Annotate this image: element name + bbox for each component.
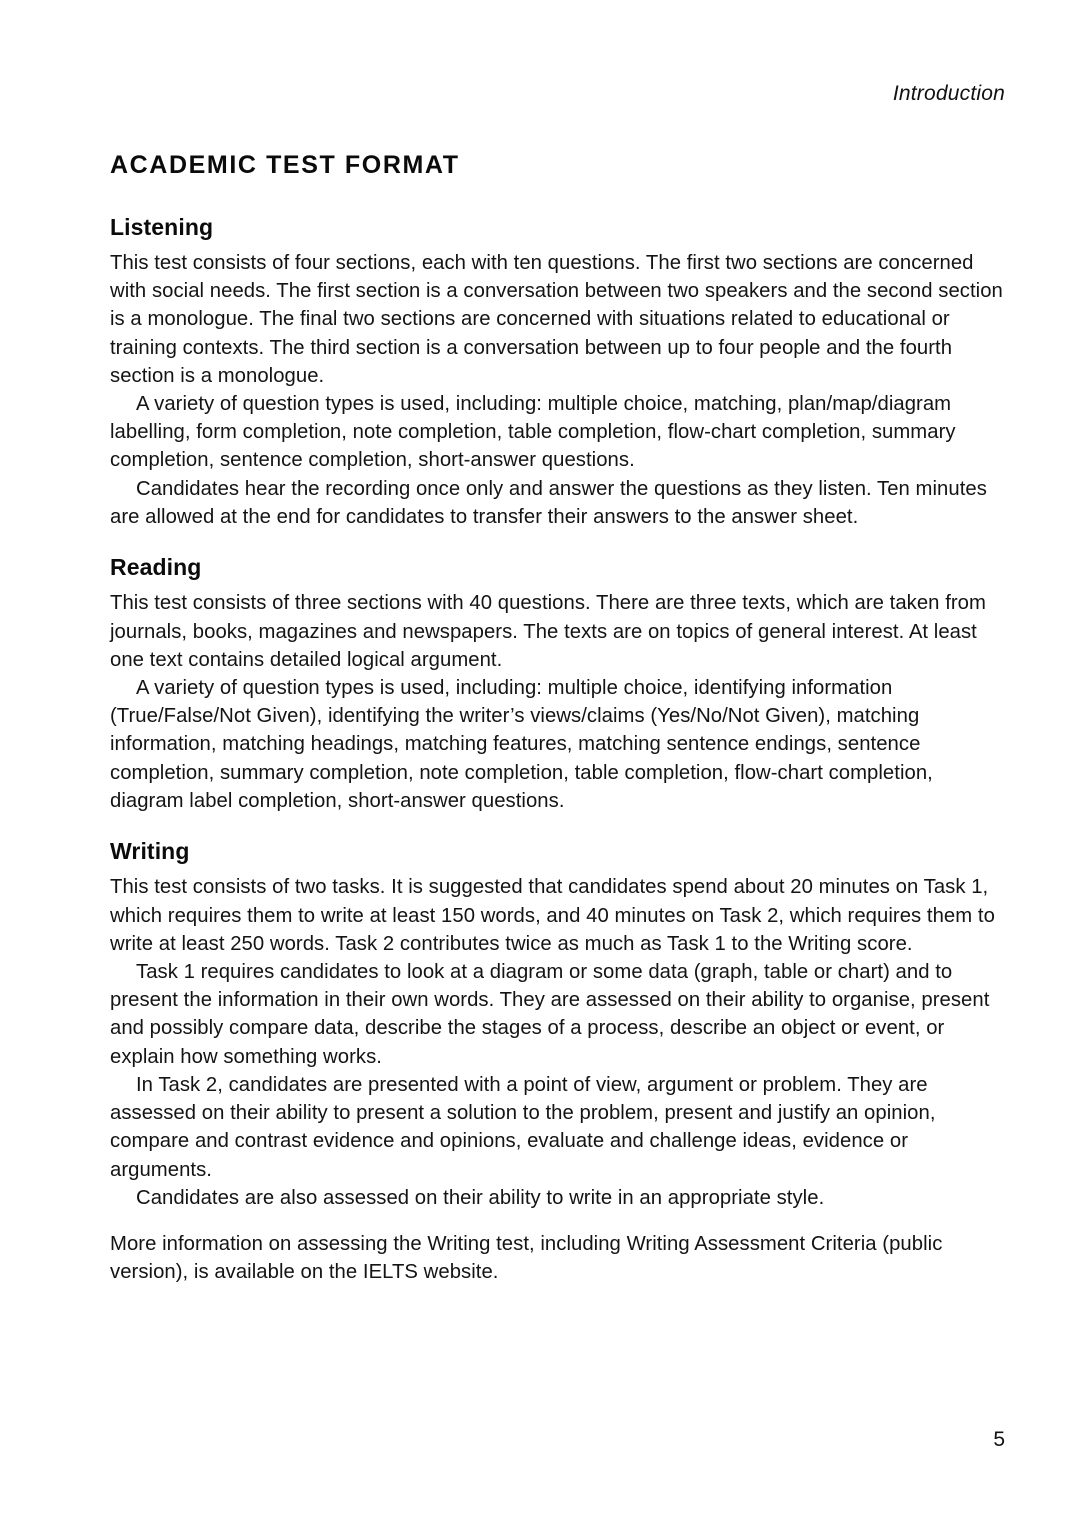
page-content: [110, 152, 1010, 1286]
paragraph: Candidates hear the recording once only and answer the questions as they listen. Ten minutes are allowed at the end for candidates to transfer their answers to the answer sheet.: [110, 477, 987, 528]
paragraph: In Task 2, candidates are presented with a point of view, argument or problem. They are assessed on their ability to present a solution to the problem, present and justify an opinion, compare and contrast evidence and opinions, evaluate and challenge ideas, evidence or arguments.: [110, 1073, 936, 1181]
section-heading-listening: Listening: [110, 213, 214, 240]
section-listening: [110, 214, 1010, 531]
paragraph: This test consists of four sections, each with ten questions. The first two sections are concerned with social needs. The first section is a conversation between two speakers and the second section is a monologue. The final two sections are concerned with situations related to educational or training contexts. The third section is a conversation between up to four people and the fourth section is a monologue.: [110, 251, 1003, 387]
closing-note: More information on assessing the Writing test, including Writing Assessment Criteria (public version), is available on the IELTS website.: [110, 1232, 943, 1284]
section-reading: [110, 554, 1010, 815]
paragraph: This test consists of three sections with 40 questions. There are three texts, which are taken from journals, books, magazines and newspapers. The texts are on topics of general interest. At least one text contains detailed logical argument.: [110, 592, 986, 671]
section-writing: [110, 838, 1010, 1286]
paragraph: Candidates are also assessed on their ability to write in an appropriate style.: [136, 1186, 825, 1209]
page-number: 5: [993, 1428, 1005, 1451]
running-head: Introduction: [892, 82, 1005, 105]
page-title: ACADEMIC TEST FORMAT: [110, 151, 460, 179]
section-heading-writing: Writing: [110, 838, 190, 865]
paragraph: This test consists of two tasks. It is suggested that candidates spend about 20 minutes on Task 1, which requires them to write at least 150 words, and 40 minutes on Task 2, which requires them to write at least 250 words. Task 2 contributes twice as much as Task 1 to the Writing score.: [110, 876, 995, 955]
paragraph: Task 1 requires candidates to look at a diagram or some data (graph, table or chart) and to present the information in their own words. They are assessed on their ability to organise, present and possibly compare data, describe the stages of a process, describe an object or event, or explain how something works.: [110, 961, 990, 1068]
paragraph: A variety of question types is used, including: multiple choice, matching, plan/map/diagram labelling, form completion, note completion, table completion, flow-chart completion, summary completion, sentence completion, short-answer questions.: [110, 392, 956, 472]
section-heading-reading: Reading: [110, 553, 202, 580]
paragraph: A variety of question types is used, including: multiple choice, identifying information (True/False/Not Given), identifying the writer’s views/claims (Yes/No/Not Given), matching information, matching headings, matching features, matching sentence endings, sentence completion, summary completion, note completion, table completion, flow-chart completion, diagram label completion, short-answer questions.: [110, 677, 933, 812]
